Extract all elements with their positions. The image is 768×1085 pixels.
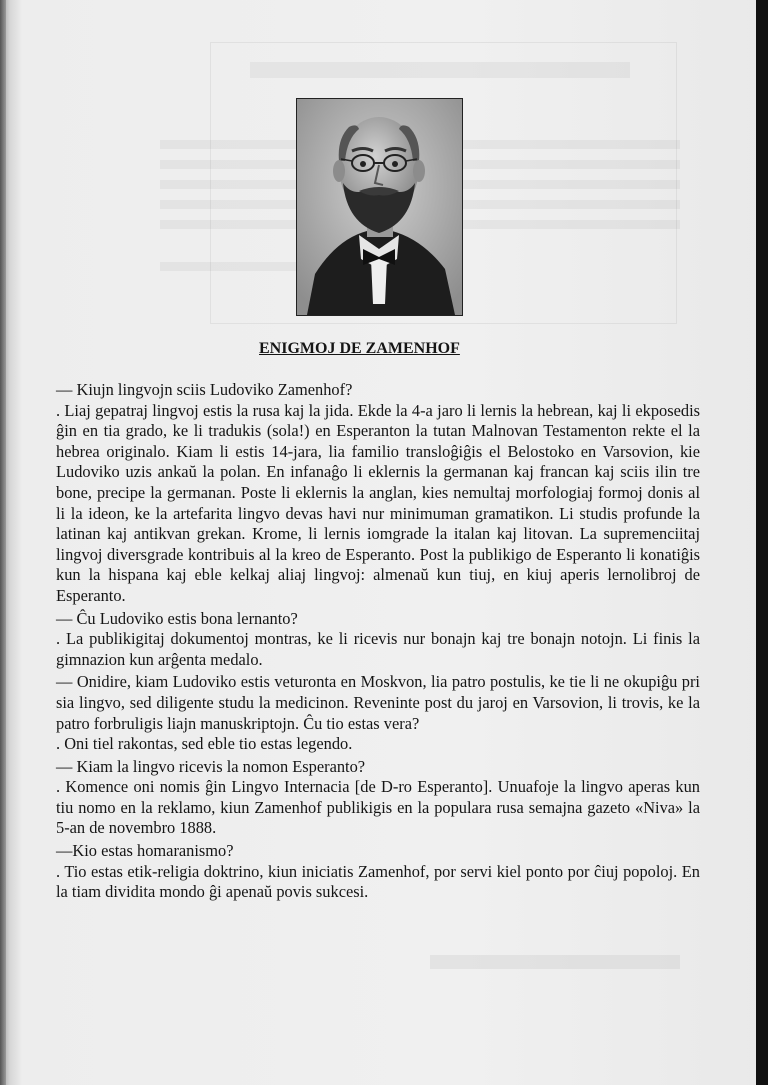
answer-manuscripts: . Oni tiel rakontas, sed eble tio estas legendo. xyxy=(56,734,353,754)
answer-name-esperanto: . Komence oni nomis ĝin Lingvo Internacia [de D-ro Esperanto]. Unuafoje la lingvo aperas kun tiu nomo en la reklamo, kiun Zamenhof publikigis en la populara rusa semajna gazeto «Niva» la 5-an de novembro 1888. xyxy=(56,777,700,838)
answer-homaranismo: . Tio estas etik-religia doktrino, kiun iniciatis Zamenhof, por servi kiel ponto por ĉiuj popoloj. En la tiam dividita mondo ĝi apenaŭ povis sukcesi. xyxy=(56,861,700,902)
bearded-man-portrait-icon xyxy=(297,99,462,315)
answer-languages: . Liaj gepatraj lingvoj estis la rusa kaj la jida. Ekde la 4-a jaro li lernis la hebrean, kaj li ekposedis ĝin en tia grado, ke li tradukis (sola!) en Esperanton la tutan Malnovan Testamenton rekte el la hebrea originalo. Kiam li estis 14-jara, lia familio transloĝiĝis el Belostoko en Varsovion, kie Ludoviko uzis ankaŭ la polan. En infanaĝo li eklernis la germanan kaj francan kaj sciis ilin tre bone, precipe la germanan. Poste li eklernis la anglan, kies nemultaj morfologiaj formoj donis al li la ideon, ke la artefarita lingvo devas havi nur minimuman gramatikon. Li studis profunde la latinan kaj antikvan grekan. Krome, li lernis iomgrade la italan kaj litovan. La supremenciitaj lingvoj diversgrade kontribuis al la kreo de Esperanto. Post la publikigo de Esperanto li konatiĝis kun la hispana kaj eble kelkaj aliaj lingvoj: almenaŭ kun tiuj, en kiuj aperis lernolibroj de Esperanto. xyxy=(56,400,700,605)
page-right-edge xyxy=(756,0,768,1085)
article-title: ENIGMOJ DE ZAMENHOF xyxy=(259,340,460,357)
question-manuscripts: — Onidire, kiam Ludoviko estis veturonta en Moskvon, lia patro postulis, ke tie li ne okupiĝu pri sia lingvo, sed diligente studu la medicinon. Reveninte post du jaroj en Varsovion, li trovis, ke la patro forbruligis liajn manuskriptojn. Ĉu tio estas vera? xyxy=(56,672,700,733)
article-body xyxy=(56,378,700,903)
question-good-student: — Ĉu Ludoviko estis bona lernanto? xyxy=(56,608,298,628)
question-homaranismo: —Kio estas homaranismo? xyxy=(56,841,234,861)
page-left-shadow xyxy=(0,0,6,1085)
portrait-photo xyxy=(296,98,463,316)
bleed-through-line xyxy=(250,62,630,78)
question-name-esperanto: — Kiam la lingvo ricevis la nomon Esperanto? xyxy=(56,756,366,776)
question-languages: — Kiujn lingvojn sciis Ludoviko Zamenhof? xyxy=(56,380,353,399)
bleed-through-line xyxy=(430,955,680,969)
answer-good-student: . La publikigitaj dokumentoj montras, ke li ricevis nur bonajn kaj tre bonajn notojn. Li finis la gimnazion kun arĝenta medalo. xyxy=(56,629,700,669)
